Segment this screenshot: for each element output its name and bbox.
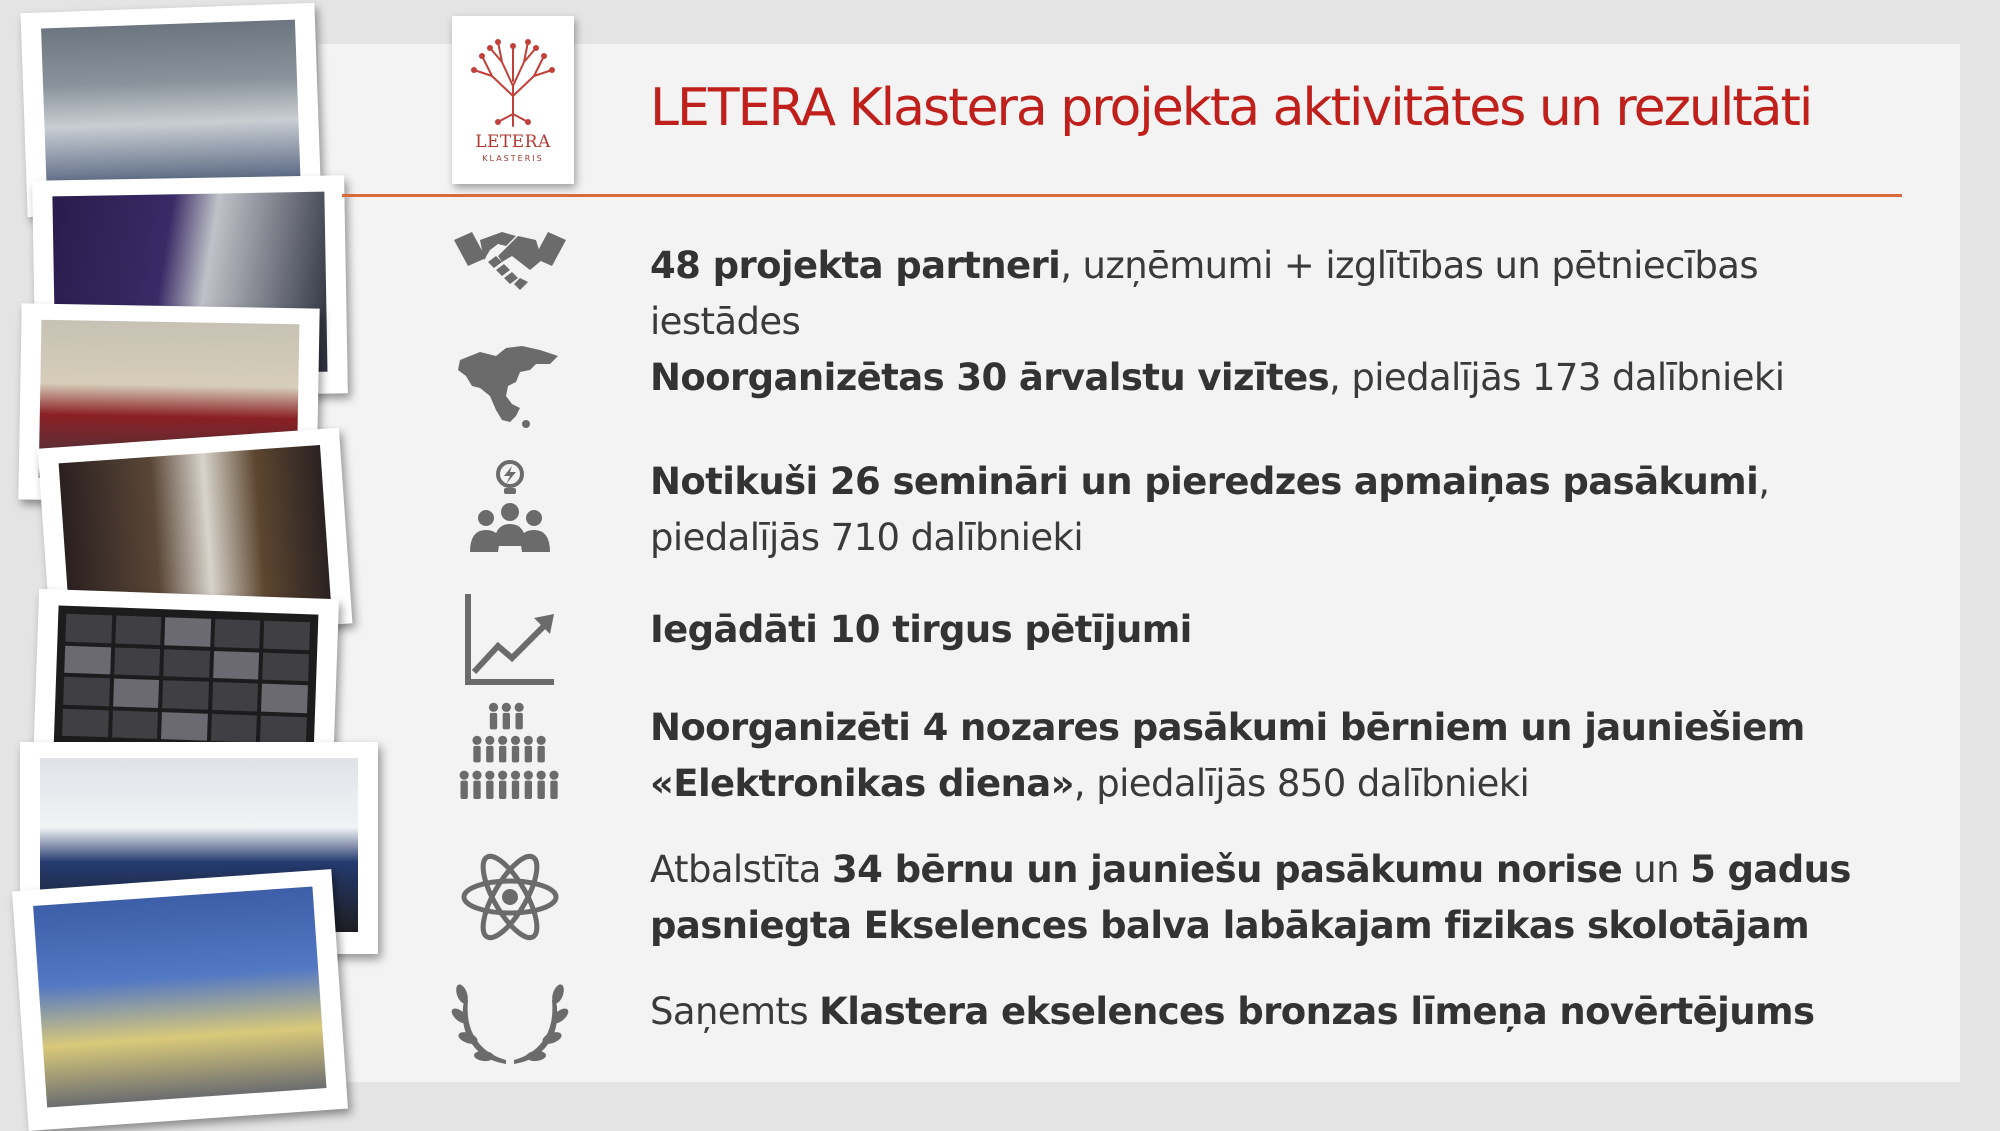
item-research — [650, 602, 1900, 658]
item-events-award-bold2: 5 gadus pasniegta Ekselences balva labākajam fizikas skolotājam — [650, 848, 1851, 947]
handshake-icon — [450, 210, 570, 320]
trend-chart-icon — [450, 586, 570, 696]
tree-circuit-icon — [452, 26, 574, 136]
item-visits — [650, 350, 1900, 406]
item-seminars-rest: , piedalījās 710 dalībnieki — [650, 460, 1770, 559]
item-excellence-bold: Klastera ekselences bronzas līmeņa novērtējums — [819, 990, 1815, 1033]
item-events-award — [650, 842, 1900, 954]
globe-americas-icon — [450, 330, 570, 440]
crowd-icon — [450, 700, 570, 810]
logo-subtitle: KLASTERIS — [482, 154, 544, 163]
atom-icon — [450, 842, 570, 952]
item-partners-rest: , uzņēmumi + izglītības un pētniecības iestādes — [650, 244, 1759, 343]
item-visits-rest: , piedalījās 173 dalībnieki — [1329, 356, 1785, 399]
item-events-award-mid: un — [1622, 848, 1691, 891]
item-excellence — [650, 984, 1900, 1040]
title-divider — [342, 194, 1902, 197]
laurel-icon — [450, 964, 570, 1074]
item-partners — [650, 238, 1900, 350]
item-research-bold: Iegādāti 10 tirgus pētījumi — [650, 608, 1192, 651]
item-excellence-pre: Saņemts — [650, 990, 820, 1033]
page-title: LETERA Klastera projekta aktivitātes un rezultāti — [650, 78, 1812, 138]
letera-logo — [452, 16, 574, 184]
logo-name: LETERA — [475, 132, 551, 152]
item-electronics-day — [650, 700, 1900, 812]
item-seminars — [650, 454, 1900, 566]
item-electronics-day-bold: Noorganizēti 4 nozares pasākumi bērniem un jauniešiem «Elektronikas diena» — [650, 706, 1805, 805]
photo-electronics-day — [12, 869, 348, 1131]
item-electronics-day-rest: , piedalījās 850 dalībnieki — [1073, 762, 1530, 805]
item-partners-bold: 48 projekta partneri — [650, 244, 1061, 287]
item-visits-bold: Noorganizētas 30 ārvalstu vizītes — [650, 356, 1330, 399]
item-events-award-pre: Atbalstīta — [650, 848, 833, 891]
item-seminars-bold: Notikuši 26 semināri un pieredzes apmaiņas pasākumi — [650, 460, 1759, 503]
item-events-award-bold: 34 bērnu un jauniešu pasākumu norise — [832, 848, 1623, 891]
people-idea-icon — [450, 456, 570, 566]
